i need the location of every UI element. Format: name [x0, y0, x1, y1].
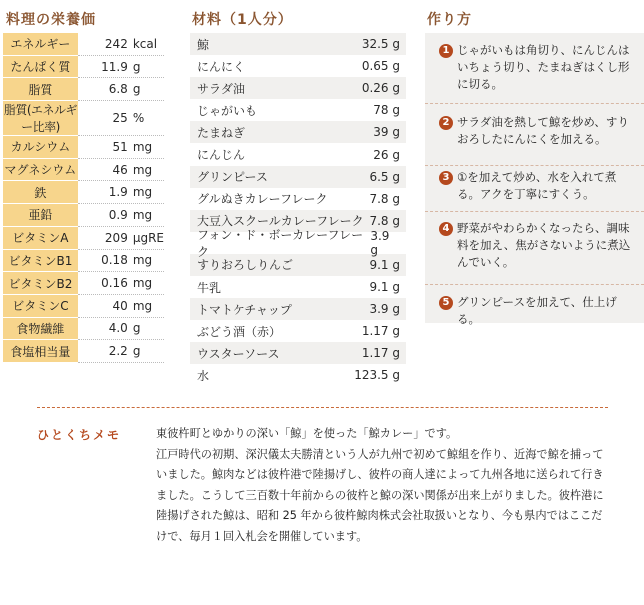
nutrient-unit: mg: [132, 298, 153, 313]
nutrient-unit: μgRE: [132, 230, 164, 245]
step-number-badge: 3: [439, 171, 453, 185]
nutrient-amount: [78, 317, 164, 340]
ingredient-row: [190, 55, 406, 77]
step-number-badge: 2: [439, 116, 453, 130]
ingredient-row: [190, 276, 406, 298]
step-text: ①を加えて炒め、水を入れて煮る。アクを丁寧にすくう。: [457, 170, 617, 201]
step-text: じゃがいもは角切り、にんじんはいちょう切り、たまねぎはくし形に切る。: [457, 43, 630, 91]
nutrient-amount: [78, 78, 164, 101]
nutrient-value: 0.18: [101, 253, 128, 268]
nutrient-amount: [78, 226, 164, 249]
nutrient-amount: [78, 136, 164, 159]
nutrient-unit: %: [132, 111, 145, 126]
method-step: [425, 103, 644, 166]
nutrition-row: [3, 181, 164, 204]
nutrient-name: 脂質: [3, 78, 78, 101]
ingredient-row: [190, 33, 406, 55]
ingredient-name: にんにく: [197, 59, 246, 74]
nutrient-value: 1.9: [108, 185, 128, 200]
ingredient-name: 鯨: [197, 37, 210, 52]
ingredient-row: [190, 320, 406, 342]
nutrient-value: 0.16: [101, 276, 128, 291]
nutrient-amount: [78, 158, 164, 181]
ingredient-amount: 3.9 g: [370, 228, 390, 257]
nutrient-amount: [78, 101, 164, 136]
nutrition-row: [3, 226, 164, 249]
ingredient-amount: 123.5 g: [354, 368, 400, 383]
nutrition-row: [3, 294, 164, 317]
ingredient-row: [190, 364, 406, 386]
ingredient-name: 大豆入スクールカレーフレーク: [197, 214, 364, 229]
step-number-badge: 1: [439, 44, 453, 58]
nutrition-row: [3, 55, 164, 78]
ingredient-amount: 7.8 g: [369, 191, 400, 206]
ingredient-name: フォン・ド・ボーカレーフレーク: [197, 227, 364, 259]
nutrition-row: [3, 101, 164, 136]
nutrient-name: エネルギー: [3, 33, 78, 55]
nutrient-name: 亜鉛: [3, 204, 78, 227]
method-section-title: 作り方: [427, 12, 472, 28]
step-text: 野菜がやわらかくなったら、調味料を加え、焦がさないように煮込んでいく。: [457, 221, 631, 269]
method-step: [425, 284, 644, 326]
method-step: [425, 165, 644, 212]
nutrient-unit: mg: [132, 253, 153, 268]
ingredient-amount: 32.5 g: [361, 37, 400, 52]
memo-label: ひとくちメモ: [37, 428, 122, 442]
memo-paragraph: 東彼杵町とゆかりの深い「鯨」を使った「鯨カレー」です。: [156, 427, 458, 440]
nutrient-name: ビタミンA: [3, 226, 78, 249]
nutrition-row: [3, 272, 164, 295]
nutrient-name: 食物繊維: [3, 317, 78, 340]
ingredient-amount: 0.26 g: [361, 81, 400, 96]
nutrient-value: 2.2: [108, 344, 128, 359]
ingredient-row: [190, 143, 406, 165]
ingredients-list: [190, 33, 406, 387]
ingredient-name: ウスターソース: [197, 346, 280, 361]
ingredient-amount: 1.17 g: [361, 324, 400, 339]
ingredient-row: [190, 188, 406, 210]
ingredient-amount: 26 g: [373, 147, 400, 162]
ingredient-amount: 9.1 g: [369, 280, 400, 295]
nutrition-row: [3, 249, 164, 272]
nutrient-amount: [78, 204, 164, 227]
nutrient-unit: mg: [132, 162, 153, 177]
ingredient-row: [190, 77, 406, 99]
method-steps: [425, 33, 644, 326]
nutrient-unit: mg: [132, 185, 153, 200]
nutrition-row: [3, 340, 164, 363]
ingredient-name: 牛乳: [197, 280, 222, 295]
memo-paragraph: 江戸時代の初期、深沢儀太夫勝清という人が九州で初めて鯨組を作り、近海で鯨を捕っていました。鯨肉などは彼杵港で陸揚げし、彼杵の商人達によって九州各地に送られて行きました。こうして三百数十年前からの彼杵と鯨の深い関係が出来上がりました。彼杵港に陸揚げされた鯨は、昭和 25 年から彼杵鯨肉株式会社取扱いとなり、今も県内ではここだけで、毎月１回入札会を開催しています。: [156, 447, 604, 543]
nutrient-value: 46: [112, 162, 128, 177]
nutrition-row: [3, 136, 164, 159]
step-text: グリンピースを加えて、仕上げる。: [457, 295, 617, 326]
ingredient-amount: 78 g: [373, 103, 400, 118]
nutrient-unit: g: [132, 82, 141, 97]
nutrition-row: [3, 204, 164, 227]
nutrient-name: カルシウム: [3, 136, 78, 159]
nutrient-value: 51: [112, 139, 128, 154]
nutrient-unit: mg: [132, 276, 153, 291]
ingredient-name: サラダ油: [197, 81, 245, 96]
memo-text: [156, 424, 612, 547]
nutrition-section-title: 料理の栄養価: [6, 12, 96, 28]
nutrient-unit: kcal: [132, 36, 158, 51]
ingredient-row: [190, 342, 406, 364]
ingredients-section-title: 材料（1人分）: [192, 12, 293, 28]
nutrition-row: [3, 317, 164, 340]
nutrient-name: ビタミンB1: [3, 249, 78, 272]
ingredient-name: すりおろしりんご: [197, 258, 294, 273]
ingredient-amount: 9.1 g: [369, 257, 400, 272]
ingredient-row: [190, 166, 406, 188]
nutrient-name: ビタミンC: [3, 294, 78, 317]
nutrition-row: [3, 33, 164, 55]
nutrition-table: [3, 33, 164, 363]
ingredient-name: グルぬきカレーフレーク: [197, 192, 328, 207]
nutrient-amount: [78, 249, 164, 272]
nutrient-unit: g: [132, 344, 141, 359]
nutrient-unit: g: [132, 321, 141, 336]
nutrient-unit: g: [132, 59, 141, 74]
step-text: サラダ油を熱して鯨を炒め、すりおろしたにんにくを加える。: [457, 115, 629, 146]
nutrition-row: [3, 78, 164, 101]
method-step: [425, 33, 644, 104]
ingredient-amount: 1.17 g: [361, 346, 400, 361]
ingredient-row: [190, 99, 406, 121]
ingredient-amount: 39 g: [373, 125, 400, 140]
nutrient-name: 鉄: [3, 181, 78, 204]
ingredient-amount: 6.5 g: [369, 169, 400, 184]
nutrient-unit: mg: [132, 207, 153, 222]
nutrient-value: 242: [104, 36, 128, 51]
nutrient-amount: [78, 181, 164, 204]
nutrient-value: 25: [112, 111, 128, 126]
ingredient-name: たまねぎ: [197, 125, 246, 140]
nutrient-amount: [78, 272, 164, 295]
nutrient-value: 4.0: [108, 321, 128, 336]
ingredient-name: じゃがいも: [197, 103, 258, 118]
ingredient-row: [190, 298, 406, 320]
nutrition-row: [3, 158, 164, 181]
nutrient-value: 40: [112, 298, 128, 313]
ingredient-name: ぶどう酒（赤）: [197, 324, 282, 339]
nutrient-value: 6.8: [108, 82, 128, 97]
method-step: [425, 211, 644, 285]
nutrient-value: 209: [104, 230, 128, 245]
nutrient-amount: [78, 340, 164, 363]
ingredient-row: [190, 121, 406, 143]
nutrient-name: 食塩相当量: [3, 340, 78, 363]
ingredient-name: グリンピース: [197, 170, 268, 185]
nutrient-unit: mg: [132, 139, 153, 154]
nutrient-name: 脂質(エネルギー比率): [3, 101, 78, 136]
nutrient-amount: [78, 33, 164, 55]
ingredient-name: 水: [197, 368, 210, 383]
ingredient-amount: 3.9 g: [369, 302, 400, 317]
ingredient-name: にんじん: [197, 148, 246, 163]
nutrient-name: ビタミンB2: [3, 272, 78, 295]
ingredient-amount: 0.65 g: [361, 59, 400, 74]
nutrient-amount: [78, 294, 164, 317]
ingredient-row: [190, 227, 406, 259]
ingredient-name: トマトケチャップ: [197, 302, 292, 317]
memo-divider: [37, 407, 608, 408]
nutrient-amount: [78, 55, 164, 78]
nutrient-name: たんぱく質: [3, 55, 78, 78]
nutrient-value: 11.9: [101, 59, 128, 74]
nutrient-value: 0.9: [108, 207, 128, 222]
nutrient-name: マグネシウム: [3, 158, 78, 181]
ingredient-amount: 7.8 g: [369, 213, 400, 228]
step-number-badge: 4: [439, 222, 453, 236]
step-number-badge: 5: [439, 296, 453, 310]
